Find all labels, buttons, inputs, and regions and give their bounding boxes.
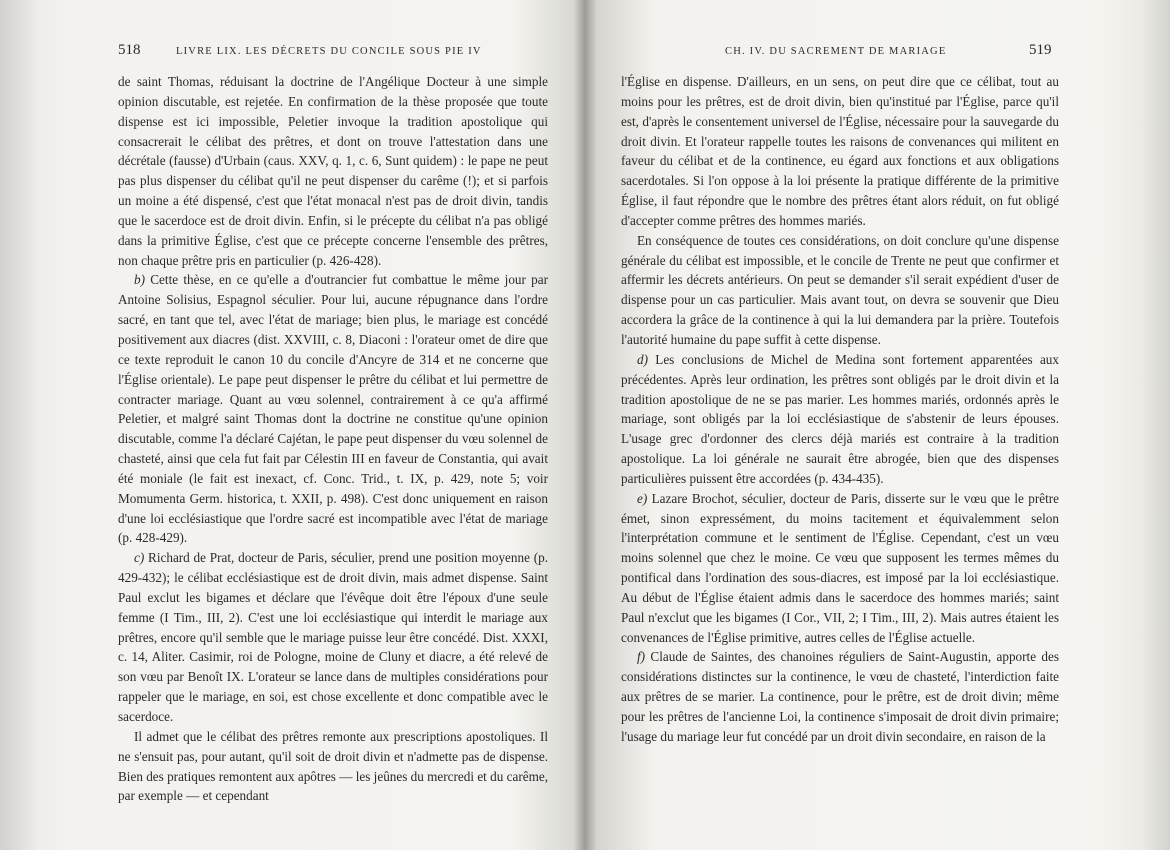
paragraph-text: l'Église en dispense. D'ailleurs, en un sens, on peut dire que ce célibat, tout au moins pour les prêtres, est de droit divin, bien qu'institué par l'Église, parce qu'il est, d'après le consentement universel de l'Église, nécessaire pour la sauvegarde du droit divin. Et l'orateur rappelle toutes les raisons de convenances qui militent en faveur du célibat et de la continence, eu égard aux fonctions et aux obligations sacerdotales. Si l'on oppose à la loi présente la pratique différente de la primitive Église, il faut répondre que le nombre des prêtres étant alors réduit, on fut obligé d'accepter comme prêtres des hommes mariés. <box>621 74 1059 228</box>
paragraph <box>621 489 1059 648</box>
paragraph <box>621 350 1059 489</box>
running-head-title: CH. IV. DU SACREMENT DE MARIAGE <box>725 46 947 57</box>
paragraph <box>118 548 548 727</box>
paragraph-text: Il admet que le célibat des prêtres remonte aux prescriptions apostoliques. Il ne s'ensuit pas, pour autant, qu'il soit de droit divin et n'admette pas de dispense. Bien des pratiques remontent aux apôtres — les jeûnes du mercredi et du carême, par exemple — et cependant <box>118 728 548 804</box>
paragraph-marker: d) <box>637 351 648 367</box>
paragraph-marker: f) <box>637 649 646 665</box>
paragraph <box>621 231 1059 350</box>
paragraph-text: Richard de Prat, docteur de Paris, séculier, prend une position moyenne (p. 429-432); le célibat ecclésiastique est de droit divin, mais admet dispense. Saint Paul exclut les bigames et déclare que l'évêque doit être l'époux d'une seule femme (I Tim., III, 2). C'est une loi ecclésiastique qui interdit le mariage aux prêtres, encore qu'il semble que le mariage puisse leur être concédé. Dist. XXXI, c. 14, Aliter. Casimir, roi de Pologne, moine de Cluny et diacre, a été relevé de son vœu par Benoît IX. L'orateur se lance dans de multiples considérations pour rappeler que le mariage, en soi, est chose excellente et donc compatible avec le sacerdoce. <box>118 550 548 724</box>
body-text <box>621 72 1059 747</box>
running-head <box>118 44 548 64</box>
paragraph <box>621 647 1059 746</box>
paragraph-marker: c) <box>134 550 145 566</box>
paragraph-text: de saint Thomas, réduisant la doctrine de l'Angélique Docteur à une simple opinion discutable, est rejetée. En confirmation de la thèse proposée que toute dispense est ici impossible, Peletier invoque la tradition apostolique qui consacrerait le célibat des prêtres, et dont on trouve l'attestation dans une décrétale (fausse) d'Urbain (caus. XXV, q. 1, c. 6, Sunt quidem) : le pape ne peut pas plus dispenser du célibat qu'il ne peut dispenser du carême (!); et si parfois un moine a été dispensé, c'est que l'état monacal n'est pas de droit divin, tandis que le sacerdoce est de droit divin. Enfin, si le précepte du célibat n'a pas obligé dans la primitive Église, c'est que ce précepte concerne l'ensemble des prêtres, non chaque prêtre pris en particulier (p. 426-428). <box>118 74 548 268</box>
paragraph <box>118 72 548 270</box>
page-number: 518 <box>118 42 141 58</box>
paragraph <box>621 72 1059 231</box>
body-text <box>118 72 548 806</box>
paragraph-text: Cette thèse, en ce qu'elle a d'outrancier fut combattue le même jour par Antoine Solisius, Espagnol séculier. Pour lui, aucune répugnance dans l'ordre sacré, en tant que tel, avec l'état de mariage; bien plus, le mariage est concédé positivement aux diacres (dist. XXVIII, c. 8, Diaconi : l'orateur omet de dire que ce texte reproduit le canon 10 du concile d'Ancyre de 314 et ne concerne que l'Église orientale). Le pape peut dispenser le prêtre du célibat et lui permettre de contracter mariage. Quant au vœu solennel, contrairement à ce qu'a affirmé Peletier, et malgré saint Thomas dont la doctrine ne constitue qu'une opinion discutable, comme l'a déclaré Cajétan, le pape peut dispenser du vœu solennel de chasteté, ainsi que cela fut fait par Célestin III en faveur de Constantia, qui avait été moniale (le fait est inexact, cf. Conc. Trid., t. IX, p. 429, note 5; voir Momumenta Germ. historica, t. XXII, p. 498). C'est donc uniquement en raison d'une loi ecclésiastique que l'ordre sacré est incompatible avec l'état de mariage (p. 428-429). <box>118 272 548 546</box>
paragraph-marker: e) <box>637 490 648 506</box>
paragraph <box>118 270 548 548</box>
paragraph-marker: b) <box>134 272 145 288</box>
right-page <box>585 0 1170 850</box>
paragraph-text: Claude de Saintes, des chanoines réguliers de Saint-Augustin, apporte des considérations distinctes sur la continence, le vœu de chasteté, l'interdiction faite aux prêtres de se marier. La continence, pour le prêtre, est de droit divin; même pour les prêtres de l'ancienne Loi, la continence s'imposait de droit divin primaire; l'usage du mariage leur fut concédé par un droit divin secondaire, en raison de la <box>621 649 1059 744</box>
running-head <box>615 44 1055 64</box>
page-number: 519 <box>1029 42 1052 58</box>
paragraph-text: En conséquence de toutes ces considérations, on doit conclure qu'une dispense générale du célibat est impossible, et le concile de Trente ne peut que confirmer et affermir les décrets antérieurs. On peut se demander s'il serait expédient d'user de dispense pour un cas particulier. Mais avant tout, on devra se souvenir que Dieu accordera la grâce de la continence à qui la lui demandera par la prière. Toutefois l'autorité humaine du pape suffit à cette dispense. <box>621 232 1059 347</box>
paragraph <box>118 727 548 806</box>
paragraph-text: Les conclusions de Michel de Medina sont fortement apparentées aux précédentes. Après leur ordination, les prêtres sont obligés par le droit divin et la tradition apostolique de ne se pas marier. Les hommes mariés, ordonnés après le mariage, sont obligés par la loi ecclésiastique de s'abstenir de leurs épouses. L'usage grec d'ordonner des clercs déjà mariés est contraire à la tradition apostolique. La loi générale ne saurait être abrogée, bien que des dispenses particulières puissent être accordées (p. 434-435). <box>621 351 1059 486</box>
paragraph-text: Lazare Brochot, séculier, docteur de Paris, disserte sur le vœu que le prêtre émet, sinon expressément, du moins tacitement et équivalemment selon l'interprétation commune et le sentiment de l'Église. Cependant, c'est un vœu moins solennel que chez le moine. Ce vœu que supposent les termes mêmes du pontifical dans l'ordination des sous-diacres, est imposé par la loi ecclésiastique. Au début de l'Église étaient admis dans le sacerdoce des hommes mariés; saint Paul n'exclut que les bigames (I Cor., VII, 2; I Tim., III, 2). Mais autres étaient les convenances de l'Église primitive, autres celles de l'Église actuelle. <box>621 490 1059 645</box>
running-head-title: LIVRE LIX. LES DÉCRETS DU CONCILE SOUS PIE IV <box>176 46 482 57</box>
